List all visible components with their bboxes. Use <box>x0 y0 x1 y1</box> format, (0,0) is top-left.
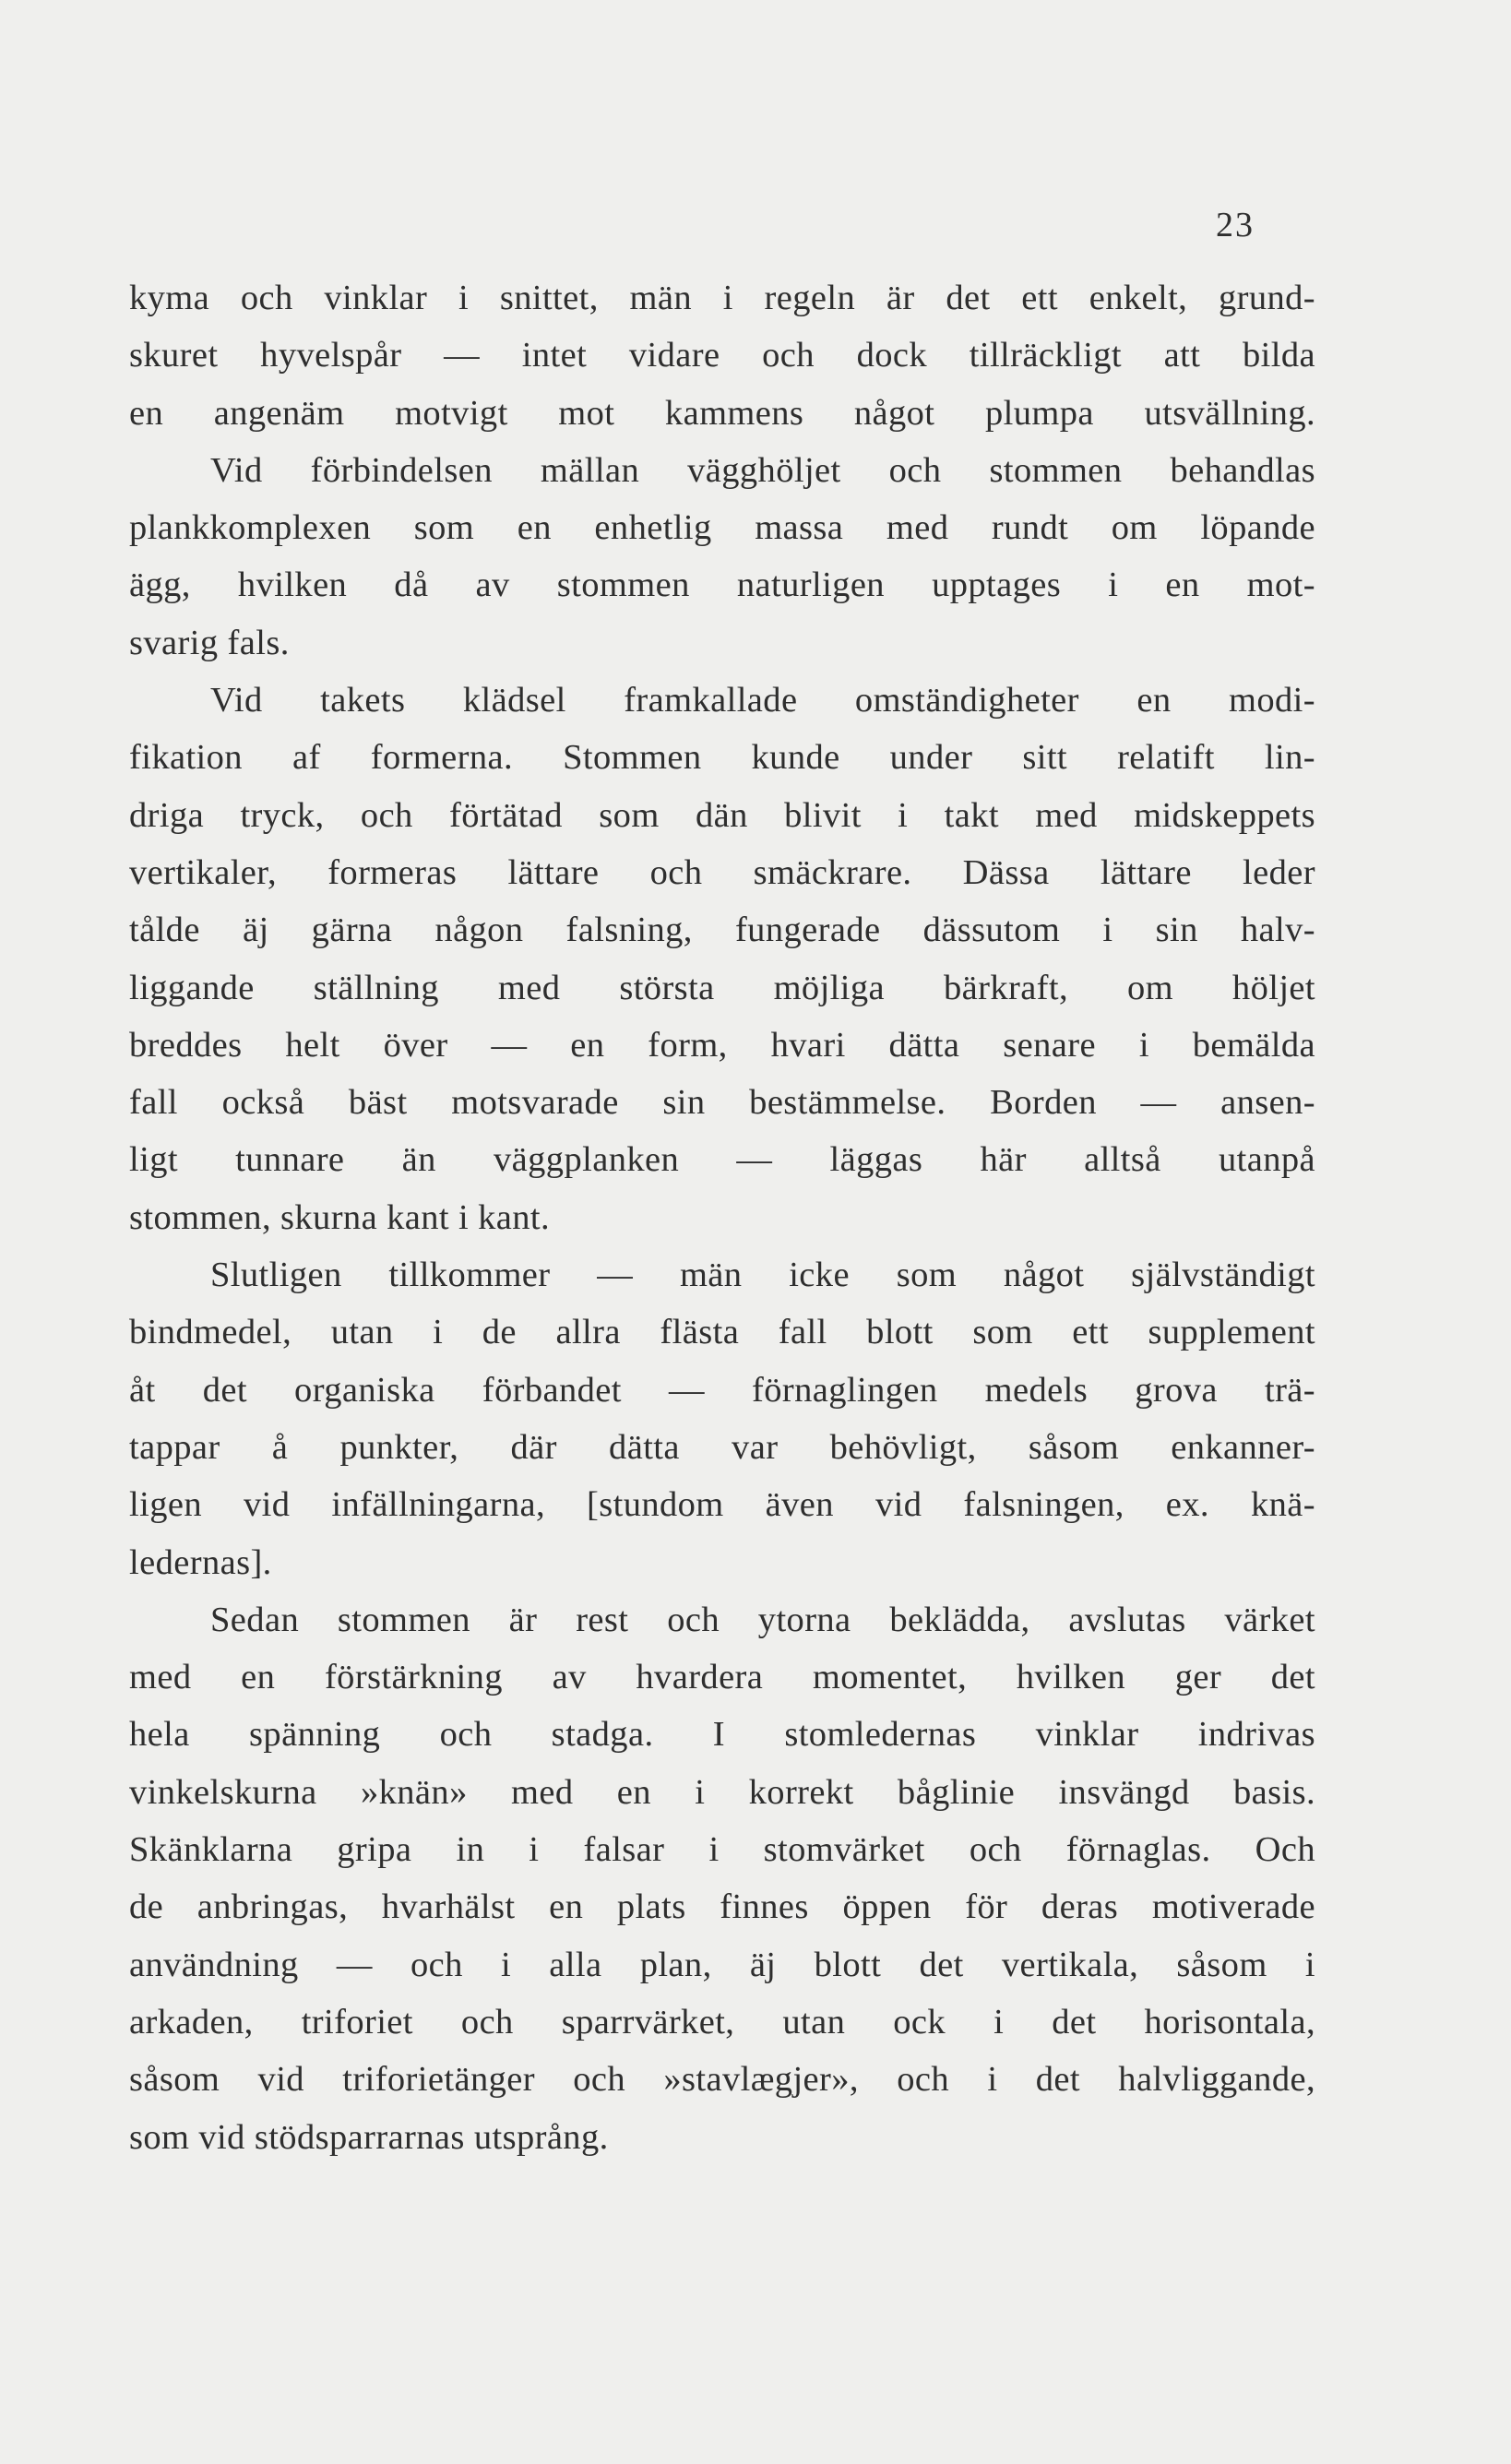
text-line: såsom vid triforietänger och »stavlægjer», och i det halvliggande, <box>129 2060 1315 2100</box>
text-line: en angenäm motvigt mot kammens något plumpa utsvällning. <box>129 393 1315 433</box>
text-line: bindmedel, utan i de allra flästa fall blott som ett supplement <box>129 1313 1315 1352</box>
text-line: ledernas]. <box>129 1542 272 1582</box>
page-number: 23 <box>1216 206 1255 244</box>
text-line: svarig fals. <box>129 623 290 662</box>
text-line: hela spänning och stadga. I stomledernas vinklar indrivas <box>129 1715 1315 1755</box>
text-line: vertikaler, formeras lättare och smäckrare. Dässa lättare leder <box>129 852 1315 892</box>
body-text <box>129 269 1315 2166</box>
text-line: ägg, hvilken då av stommen naturligen upptages i en mot- <box>129 565 1315 605</box>
text-line: fikation af formerna. Stommen kunde under sitt relatift lin- <box>129 738 1315 778</box>
text-line: de anbringas, hvarhälst en plats finnes öppen för deras motiverade <box>129 1887 1315 1927</box>
text-line: Vid takets klädsel framkallade omständigheter en modi- <box>210 681 1315 720</box>
text-line: åt det organiska förbandet — förnaglingen medels grova trä- <box>129 1370 1315 1410</box>
text-line: ligen vid infällningarna, [stundom även vid falsningen, ex. knä- <box>129 1485 1315 1525</box>
text-line: Sedan stommen är rest och ytorna beklädda, avslutas värket <box>210 1600 1315 1639</box>
text-line: kyma och vinklar i snittet, män i regeln är det ett enkelt, grund- <box>129 279 1315 317</box>
text-line: breddes helt över — en form, hvari dätta senare i bemälda <box>129 1025 1315 1065</box>
text-line: skuret hyvelspår — intet vidare och dock tillräckligt att bilda <box>129 336 1315 375</box>
text-line: tappar å punkter, där dätta var behövligt, såsom enkanner- <box>129 1427 1315 1467</box>
text-line: arkaden, triforiet och sparrvärket, utan ock i det horisontala, <box>129 2002 1315 2041</box>
text-line: stommen, skurna kant i kant. <box>129 1197 551 1237</box>
text-line: plankkomplexen som en enhetlig massa med rundt om löpande <box>129 508 1315 548</box>
text-line: tålde äj gärna någon falsning, fungerade dässutom i sin halv- <box>129 911 1315 950</box>
text-line: användning — och i alla plan, äj blott det vertikala, såsom i <box>129 1945 1315 1984</box>
text-line: driga tryck, och förtätad som dän blivit i takt med midskeppets <box>129 795 1315 835</box>
text-line: som vid stödsparrarnas utsprång. <box>129 2117 609 2157</box>
text-line: liggande ställning med största möjliga bärkraft, om höljet <box>129 968 1315 1007</box>
text-line: Slutligen tillkommer — män icke som något självständigt <box>210 1256 1315 1295</box>
text-line: med en förstärkning av hvardera momentet, hvilken ger det <box>129 1658 1315 1697</box>
text-line: fall också bäst motsvarade sin bestämmelse. Borden — ansen- <box>129 1083 1315 1123</box>
text-line: ligt tunnare än väggplanken — läggas här alltså utanpå <box>129 1140 1315 1180</box>
text-line: Skänklarna gripa in i falsar i stomvärket och förnaglas. Och <box>129 1830 1315 1870</box>
text-line: vinkelskurna »knän» med en i korrekt båglinie insvängd basis. <box>129 1772 1315 1812</box>
text-line: Vid förbindelsen mällan vägghöljet och stommen behandlas <box>210 450 1315 490</box>
